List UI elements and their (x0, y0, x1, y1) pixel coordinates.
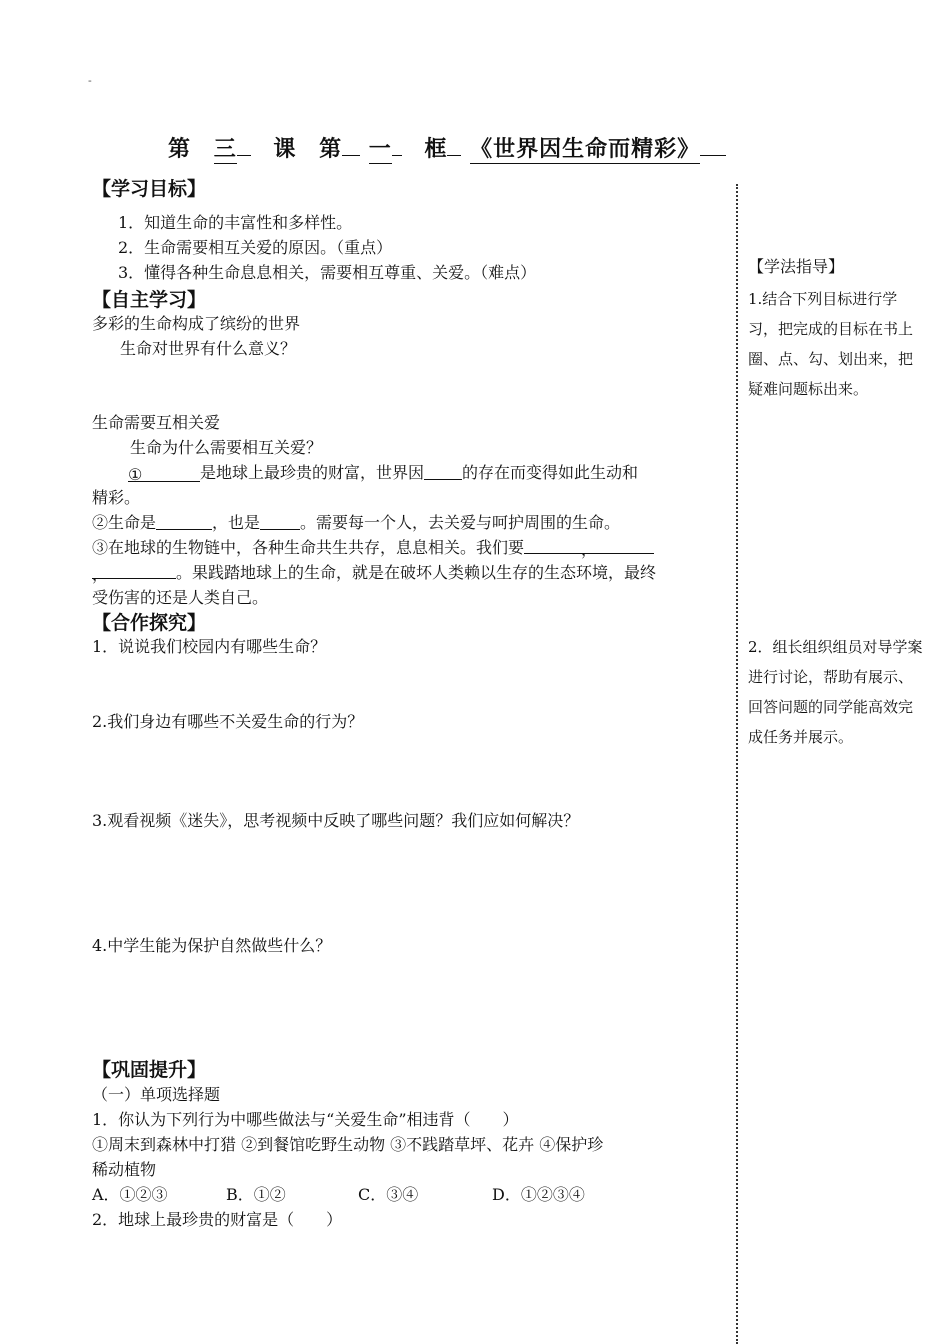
section-title: 多彩的生命构成了缤纷的世界 (92, 314, 301, 333)
goal-item: 3．懂得各种生命息息相关，需要相互尊重、关爱。（难点） (118, 263, 537, 282)
section-question: 生命对世界有什么意义？ (120, 339, 297, 358)
fill-text: 生命是 (108, 513, 157, 532)
sidebar-tip-block (748, 632, 926, 752)
title-part: 一 (369, 132, 392, 164)
goal-item: 2．生命需要相互关爱的原因。（重点） (118, 238, 393, 257)
title-part: 课 (273, 137, 297, 162)
fill-blank[interactable] (156, 513, 212, 530)
coop-question: 3.观看视频《迷失》，思考视频中反映了哪些问题？我们应如何解决？ (92, 811, 580, 830)
title-part: 框 (424, 137, 448, 162)
coop-heading: 【合作探究】 (92, 612, 207, 634)
fill-blank[interactable] (128, 465, 200, 482)
sidebar-guide (748, 256, 926, 404)
title-part: 三 (214, 132, 237, 164)
fill-comma: ， (92, 565, 109, 584)
fill-line (92, 535, 654, 558)
consolidate-heading: 【巩固提升】 (92, 1059, 207, 1081)
sidebar-tip: 2．组长组织组员对导学案进行讨论，帮助有展示、回答问题的同学能高效完成任务并展示。 (748, 638, 923, 746)
goals-heading: 【学习目标】 (92, 178, 207, 200)
coop-question: 2.我们身边有哪些不关爱生命的行为？ (92, 712, 364, 731)
fill-blank[interactable] (424, 463, 462, 480)
fill-number: ③ (92, 538, 109, 557)
fill-blank[interactable] (524, 537, 654, 559)
choice-options: ①周末到森林中打猎 ②到餐馆吃野生动物 ③不践踏草坪、花卉 ④保护珍 (92, 1135, 604, 1154)
title-part: 第 (319, 137, 343, 162)
fill-comma: ， (581, 540, 598, 559)
coop-question: 1．说说我们校园内有哪些生命？ (92, 637, 327, 656)
fill-text: ，也是 (212, 513, 261, 532)
fill-line: 受伤害的还是人类自己。 (92, 588, 269, 607)
section-question: 生命为什么需要相互关爱？ (130, 438, 323, 457)
sidebar-tip: 1.结合下列目标进行学习，把完成的目标在书上圈、点、勾、划出来，把疑难问题标出来。 (748, 290, 914, 398)
column-divider (736, 184, 738, 1344)
self-study-heading: 【自主学习】 (92, 289, 207, 311)
fill-line: 精彩。 (92, 488, 141, 507)
fill-line (92, 560, 656, 583)
choice-b[interactable]: B．①② (226, 1185, 286, 1204)
title-part: 《世界因生命而精彩》 (470, 132, 700, 164)
fill-line (92, 510, 620, 533)
fill-text: 。果践踏地球上的生命，就是在破坏人类赖以生存的生态环境，最终 (176, 563, 657, 582)
fill-blank[interactable] (92, 562, 176, 584)
fill-number: ② (92, 513, 109, 532)
choice-c[interactable]: C．③④ (358, 1185, 419, 1204)
fill-line (128, 460, 638, 483)
goal-item: 1．知道生命的丰富性和多样性。 (118, 213, 353, 232)
section-label: （一）单项选择题 (92, 1085, 221, 1104)
header-mark: - (88, 74, 92, 87)
fill-text: 是地球上最珍贵的财富，世界因 (200, 463, 425, 482)
fill-text: 。需要每一个人，去关爱与呵护周围的生命。 (300, 513, 621, 532)
choice-d[interactable]: D．①②③④ (492, 1185, 585, 1204)
sidebar-heading: 【学法指导】 (748, 257, 845, 276)
choice-a[interactable]: A．①②③ (92, 1185, 168, 1204)
choice-question: 2．地球上最珍贵的财富是（ ） (92, 1210, 343, 1229)
choice-options: 稀动植物 (92, 1160, 157, 1179)
choice-question: 1．你认为下列行为中哪些做法与“关爱生命”相违背（ ） (92, 1110, 519, 1129)
fill-text: 的存在而变得如此生动和 (462, 463, 639, 482)
fill-blank[interactable] (260, 513, 300, 530)
fill-number: ① (128, 465, 143, 484)
page-title (168, 132, 726, 164)
coop-question: 4.中学生能为保护自然做些什么？ (92, 936, 332, 955)
fill-text: 在地球的生物链中，各种生命共生共存，息息相关。我们要 (108, 538, 525, 557)
title-part: 第 (168, 137, 192, 162)
section-title: 生命需要互相关爱 (92, 413, 221, 432)
